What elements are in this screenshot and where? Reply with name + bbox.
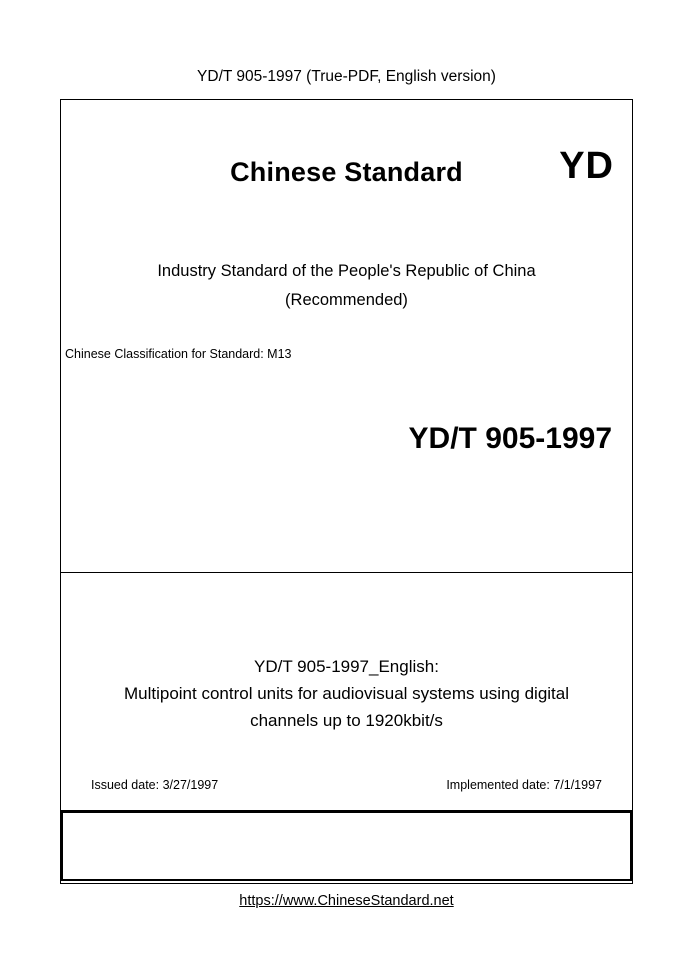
cover-lower-section (61, 573, 632, 811)
english-title-line-1: YD/T 905-1997_English: (254, 657, 439, 676)
issuer-strip (61, 811, 632, 881)
industry-standard-text (61, 257, 632, 315)
date-row (61, 778, 632, 792)
page-caption: YD/T 905-1997 (True-PDF, English version) (197, 68, 496, 85)
issuer-text (61, 811, 632, 881)
cover-upper-section (61, 100, 632, 573)
english-title-line-2: Multipoint control units for audiovisual systems using digital (123, 684, 570, 703)
issued-date: Issued date: 3/27/1997 (91, 778, 219, 792)
yd-logo: YD (559, 145, 614, 187)
industry-standard-line-1: Industry Standard of the People's Republic of China (157, 262, 536, 280)
english-title-line-3: channels up to 1920kbit/s (250, 711, 443, 730)
classification-code: Chinese Classification for Standard: M13 (65, 347, 292, 361)
standard-title: Chinese Standard (230, 157, 463, 187)
industry-standard-line-2: (Recommended) (285, 291, 408, 309)
implemented-date: Implemented date: 7/1/1997 (446, 778, 602, 792)
cover-frame (60, 99, 633, 884)
standard-number: YD/T 905-1997 (408, 422, 612, 455)
english-title-block (61, 653, 632, 734)
source-url-link[interactable]: https://www.ChineseStandard.net (239, 893, 454, 909)
